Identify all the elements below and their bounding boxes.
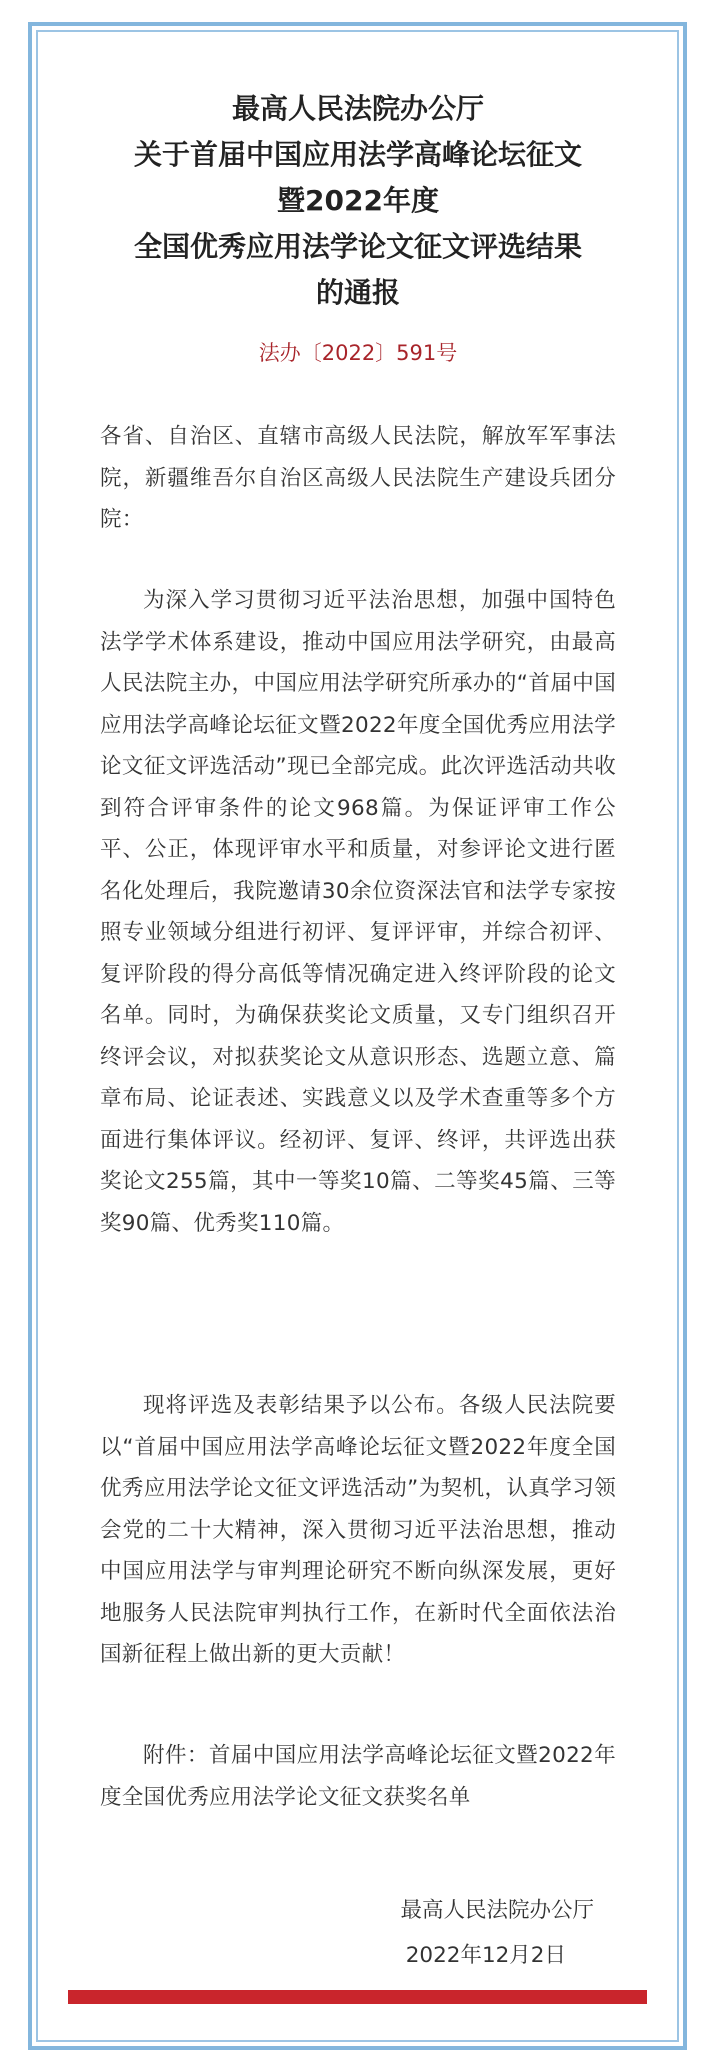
signature-organization: 最高人民法院办公厅 xyxy=(400,1898,594,1923)
body-paragraph: 为深入学习贯彻习近平法治思想，加强中国特色法学学术体系建设，推动中国应用法学研究，由最高人民法院主办，中国应用法学研究所承办的“首届中国应用法学高峰论坛征文暨2022年度全国优秀应用法学论文征文评选活动”现已全部完成。此次评选活动共收到符合评审条件的论文968篇。为保证评审工作公平、公正，体现评审水平和质量，对参评论文进行匿名化处理后，我院邀请30余位资深法官和法学专家按照专业领域分组进行初评、复评评审，并综合初评、复评阶段的得分高低等情况确定进入终评阶段的论文名单。同时，为确保获奖论文质量，又专门组织召开终评会议，对拟获奖论文从意识形态、选题立意、篇章布局、论证表述、实践意义以及学术查重等多个方面进行集体评议。经初评、复评、终评，共评选出获奖论文255篇，其中一等奖10篇、二等奖45篇、三等奖90篇、优秀奖110篇。 xyxy=(100,588,616,1236)
signature-date: 2022年12月2日 xyxy=(405,1943,566,1968)
addressee: 各省、自治区、直辖市高级人民法院，解放军军事法院，新疆维吾尔自治区高级人民法院生产建设兵团分院： xyxy=(100,424,616,532)
title-line: 关于首届中国应用法学高峰论坛征文 xyxy=(133,138,582,171)
title-line: 暨2022年度 xyxy=(277,184,439,217)
document-number: 法办〔2022〕591号 xyxy=(258,341,458,365)
title-line: 的通报 xyxy=(315,276,400,309)
body-paragraph: 现将评选及表彰结果予以公布。各级人民法院要以“首届中国应用法学高峰论坛征文暨2022年度全国优秀应用法学论文征文评选活动”为契机，认真学习领会党的二十大精神，深入贯彻习近平法治思想，推动中国应用法学与审判理论研究不断向纵深发展，更好地服务人民法院审判执行工作，在新时代全面依法治国新征程上做出新的更大贡献！ xyxy=(100,1393,616,1667)
bottom-red-bar xyxy=(68,1990,647,2004)
title-line: 全国优秀应用法学论文征文评选结果 xyxy=(133,230,582,263)
document-title xyxy=(100,86,616,316)
attachment-note: 附件：首届中国应用法学高峰论坛征文暨2022年度全国优秀应用法学论文征文获奖名单 xyxy=(100,1743,616,1810)
title-line: 最高人民法院办公厅 xyxy=(231,92,484,125)
